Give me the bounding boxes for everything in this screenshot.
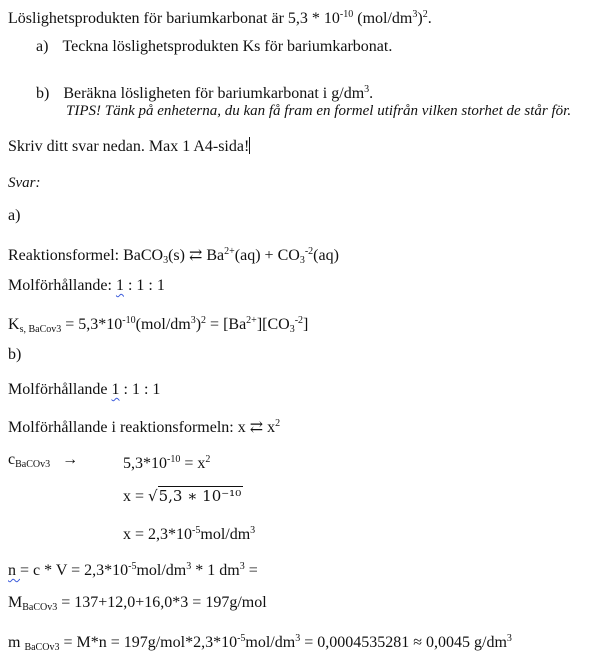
superscript: 2+ [224, 246, 235, 257]
subscript: v3 [49, 642, 60, 653]
document-line [123, 486, 243, 507]
subscript: v3 [40, 459, 51, 470]
subscript: 3 [56, 324, 62, 335]
subscript: 3 [163, 255, 169, 266]
subscript: v3 [47, 602, 58, 613]
text-segment: K [8, 316, 20, 333]
document-line [123, 521, 255, 545]
text-segment: 5,3*10 [123, 455, 167, 472]
superscript: -5 [192, 525, 201, 536]
text-segment: a) [8, 207, 21, 224]
superscript: -5 [128, 561, 137, 572]
text-segment: mol/dm [245, 634, 296, 651]
subscript: s, BaCo [19, 324, 52, 335]
superscript: 2 [205, 454, 211, 465]
text-segment: c [8, 451, 16, 468]
document-line [8, 557, 258, 581]
text-segment: Reaktionsformel: BaCO [8, 247, 164, 264]
subscript: v [51, 324, 57, 335]
subscript: 3 [299, 255, 305, 266]
arrow-icon: → [58, 451, 79, 468]
text-segment: ][CO [256, 316, 290, 333]
document-line [8, 206, 20, 226]
document-line [8, 242, 339, 271]
text-segment: b) [36, 85, 50, 102]
text-segment: = [Ba [206, 316, 247, 333]
subscript: BaCO [24, 642, 50, 653]
subscript: 3 [289, 324, 295, 335]
document-line [8, 450, 78, 475]
document-line [8, 276, 165, 296]
document-line [8, 380, 160, 400]
document-line [8, 173, 41, 193]
text-segment: x = 2,3*10 [123, 526, 193, 543]
document-line [8, 345, 21, 365]
text-segment: : 1 : 1 [123, 277, 165, 294]
superscript: 3 [506, 633, 512, 644]
text-segment: Molförhållande [8, 381, 112, 398]
document-line [8, 5, 432, 29]
superscript: -5 [237, 633, 246, 644]
superscript: 3 [190, 315, 196, 326]
text-segment: 1 [115, 277, 124, 294]
superscript: 2+ [246, 315, 257, 326]
text-segment: = 5,3*10 [61, 316, 123, 333]
text-cursor [249, 137, 250, 154]
text-segment: b) [8, 346, 22, 363]
text-segment: a) [36, 38, 49, 55]
text-segment: ] [303, 316, 309, 333]
text-segment: (mol/dm [353, 10, 413, 27]
text-segment: mol/dm [136, 562, 187, 579]
text-segment: (s) ⇄ Ba [168, 247, 225, 264]
superscript: 2 [275, 418, 281, 429]
text-segment: mol/dm [200, 526, 251, 543]
superscript: -10 [167, 454, 181, 465]
superscript: -10 [339, 9, 354, 20]
text-segment: Svar: [8, 175, 41, 191]
document-line [123, 450, 210, 474]
superscript: 3 [364, 84, 370, 95]
text-segment: = [244, 562, 258, 579]
text-segment: ) [417, 10, 423, 27]
document-line [8, 593, 267, 618]
text-segment: m [8, 634, 25, 651]
text-segment: M [8, 594, 23, 611]
document-line [8, 629, 512, 658]
document-line [8, 137, 250, 157]
text-segment: = 137+12,0+16,0*3 = 197g/mol [57, 594, 267, 611]
text-segment: 5,3 ∗ 10⁻¹⁰ [158, 487, 242, 505]
text-segment: x = [123, 488, 149, 505]
text-segment: = x [180, 455, 206, 472]
text-segment: = M*n = 197g/mol*2,3*10 [59, 634, 238, 651]
superscript: -2 [294, 315, 304, 326]
text-segment: Löslighetsprodukten för bariumkarbonat är 5,3 * 10 [8, 10, 340, 27]
text-segment: (aq) [313, 247, 339, 264]
superscript: 2 [422, 9, 428, 20]
text-segment: . [427, 10, 432, 27]
text-segment: : 1 : 1 [119, 381, 161, 398]
text-segment: Teckna löslighetsprodukten Ks för bariumkarbonat. [62, 38, 393, 55]
superscript: 3 [239, 561, 245, 572]
superscript: 3 [186, 561, 192, 572]
superscript: 3 [412, 9, 418, 20]
text-segment: TIPS! Tänk på enheterna, du kan få fram en formel utifrån vilken storhet de står för. [66, 103, 572, 119]
subscript: BaCO [22, 602, 48, 613]
superscript: 3 [295, 633, 301, 644]
text-segment: = c * V = 2,3*10 [20, 562, 129, 579]
superscript: -2 [304, 246, 314, 257]
sqrt-sign: √ [148, 487, 158, 505]
document-line [36, 37, 392, 57]
text-segment: Molförhållande i reaktionsformeln: x ⇄ x [8, 419, 276, 436]
text-segment: Skriv ditt svar nedan. Max 1 A4-sida! [8, 138, 250, 155]
text-segment: = 0,0004535281 ≈ 0,0045 g/dm [300, 634, 507, 651]
text-segment: Molförhållande: [8, 277, 116, 294]
superscript: 3 [250, 525, 256, 536]
text-segment: (mol/dm [135, 316, 191, 333]
text-segment: n [8, 562, 20, 579]
text-segment: * 1 dm [191, 562, 240, 579]
document-line [8, 311, 308, 340]
superscript: -10 [122, 315, 136, 326]
text-segment: 1 [111, 381, 120, 398]
text-segment: ) [195, 316, 202, 333]
text-segment: (aq) + CO [234, 247, 300, 264]
document-line [66, 101, 571, 121]
text-segment: . [369, 85, 374, 102]
text-segment: Beräkna lösligheten för bariumkarbonat i g/dm [63, 85, 365, 102]
document-line [8, 414, 280, 438]
subscript: BaCO [15, 459, 41, 470]
superscript: 2 [201, 315, 207, 326]
